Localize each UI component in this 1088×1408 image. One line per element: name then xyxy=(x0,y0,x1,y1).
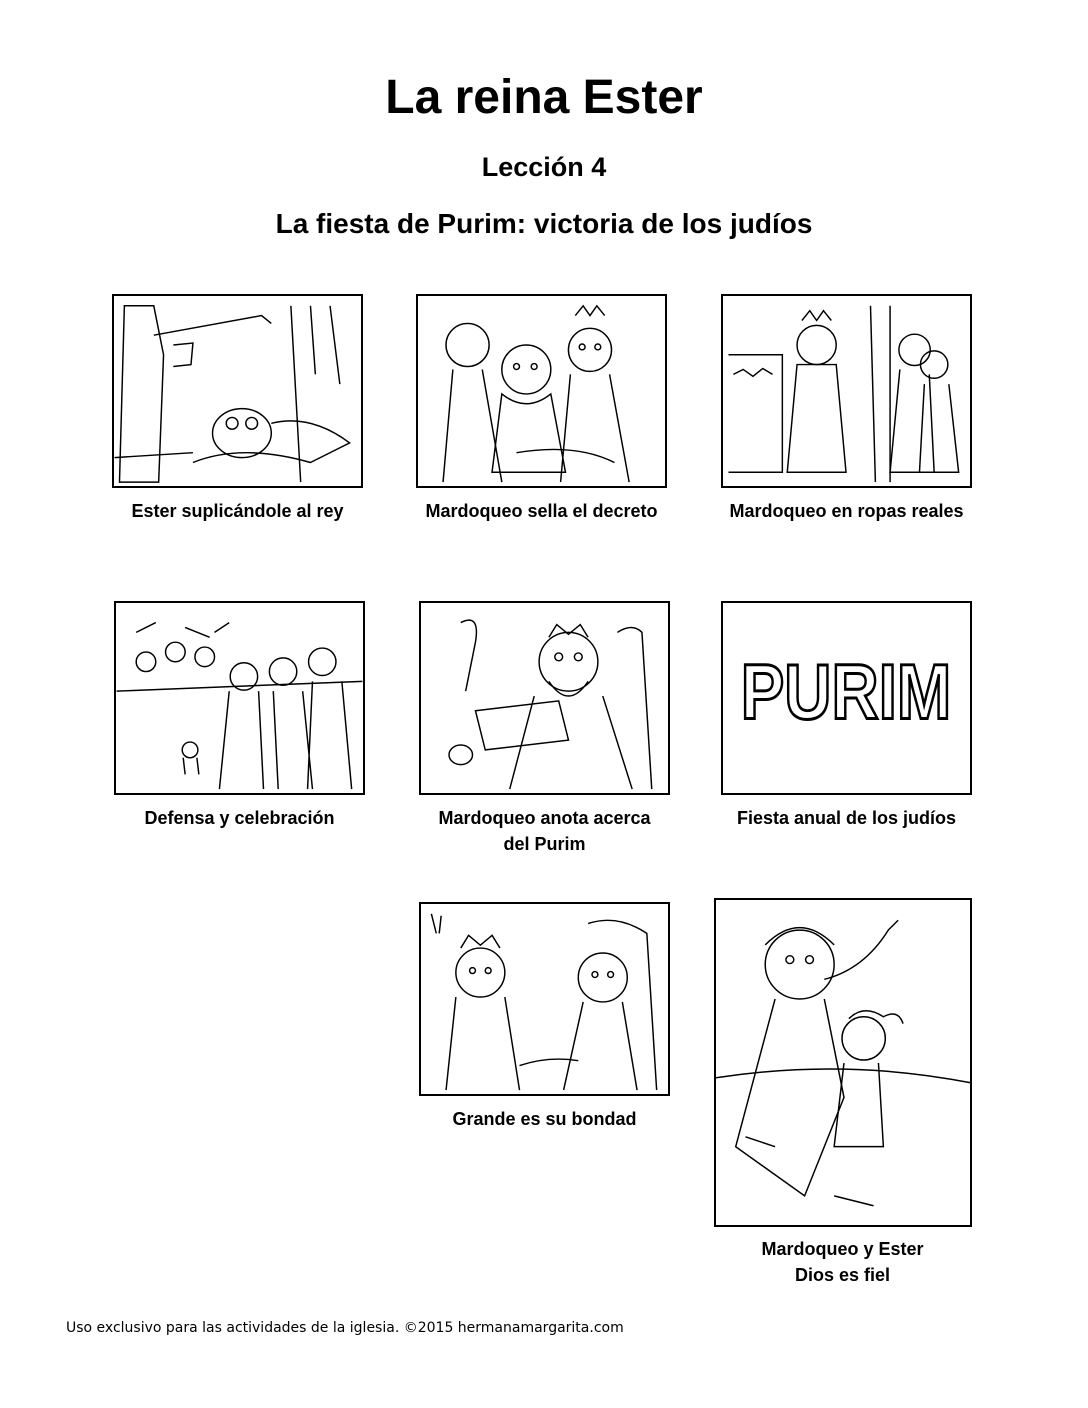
caption-panel-3: Mardoqueo en ropas reales xyxy=(729,501,964,521)
purim-word-panel xyxy=(721,601,972,795)
illustration-defense-and-celebration xyxy=(114,601,365,795)
illustration-mordecai-and-esther xyxy=(714,898,972,1227)
caption-panel-1: Ester suplicándole al rey xyxy=(131,501,344,521)
lesson-subtitle: La fiesta de Purim: victoria de los judíos xyxy=(275,208,813,239)
caption-panel-8-line-1: Mardoqueo y Ester xyxy=(761,1239,924,1259)
caption-panel-7: Grande es su bondad xyxy=(452,1109,637,1129)
illustration-mordecai-royal-robes xyxy=(721,294,972,488)
caption-panel-4: Defensa y celebración xyxy=(144,808,335,828)
caption-panel-8-line-2: Dios es fiel xyxy=(794,1265,891,1285)
illustration-esther-pleading xyxy=(112,294,363,488)
illustration-mordecai-seals-decree xyxy=(416,294,667,488)
purim-word: PURIM xyxy=(740,647,952,736)
lesson-number: Lección 4 xyxy=(481,152,607,182)
caption-panel-6: Fiesta anual de los judíos xyxy=(736,808,957,828)
page-title: La reina Ester xyxy=(385,71,703,124)
caption-panel-2: Mardoqueo sella el decreto xyxy=(425,501,658,521)
caption-panel-5-line-1: Mardoqueo anota acerca xyxy=(438,808,651,828)
illustration-great-is-his-goodness xyxy=(419,902,670,1096)
caption-panel-5-line-2: del Purim xyxy=(503,834,586,854)
caption-panel-8 xyxy=(705,1236,980,1288)
footer-copyright: Uso exclusivo para las actividades de la iglesia. ©2015 hermanamargarita.com xyxy=(66,1320,624,1336)
caption-panel-5 xyxy=(407,805,682,857)
illustration-mordecai-writes-purim xyxy=(419,601,670,795)
